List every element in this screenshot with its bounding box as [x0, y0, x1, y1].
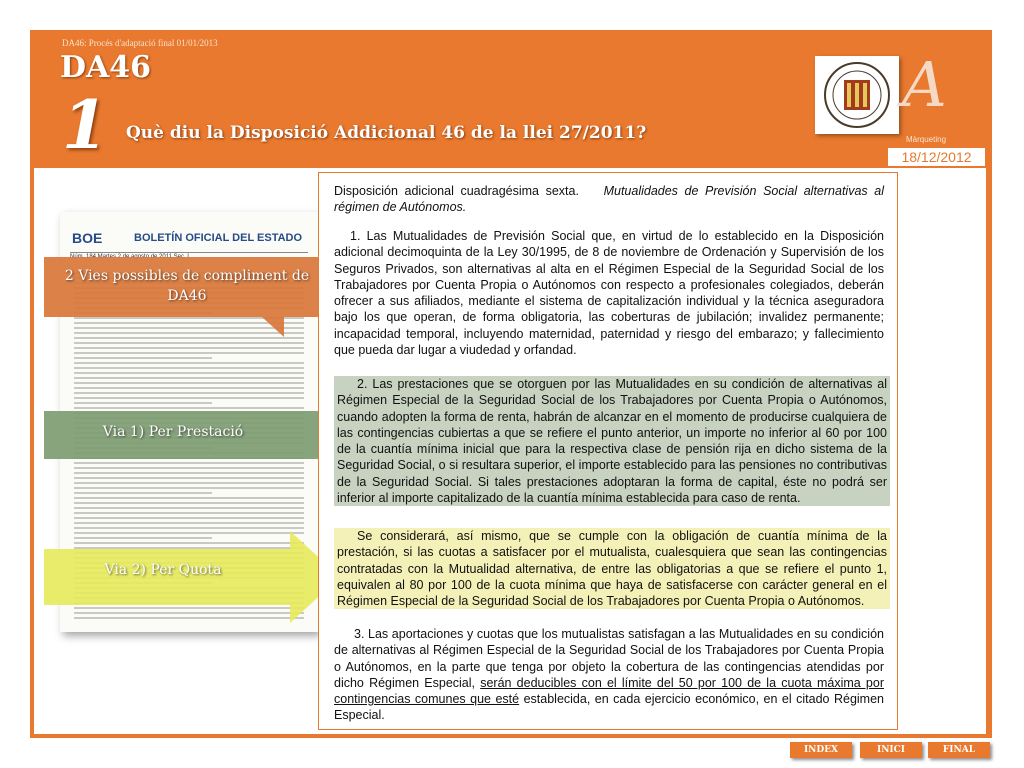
top-subtitle: DA46: Procés d'adaptació final 01/01/2013: [62, 38, 218, 48]
paragraph-1: 1. Las Mutualidades de Previsión Social que, en virtud de lo establecido en la Disposición adicional decimoquinta de la Ley 30/1995, de 8 de noviembre de Ordenación y Supervisión de los Seguros Privados, son alternativas al alta en el Régimen Especial de la Seguridad Social de los Trabajadores por Cuenta Propia o Autónomos con respecto a profesionales colegiados, deberán ofrecer a sus afiliados, mediante el sistema de capitalización individual y la técnica aseguradora bajo los que operan, de forma obligatoria, las coberturas de jubilación; invalidez permanente; incapacidad temporal, incluyendo maternidad, paternidad y riesgo del embarazo; y fallecimiento que pueda dar lugar a viudedad y orfandad.: [334, 229, 884, 358]
brand-title: DA46: [60, 50, 152, 85]
seal-icon: [815, 56, 899, 134]
law-title-subject: Mutualidades de Previsión Social alternativas al régimen de Autónomos.: [334, 184, 884, 215]
boe-name: BOLETÍN OFICIAL DEL ESTADO: [134, 232, 303, 244]
paragraph-4-underlined: serán deducibles con el límite del 50 por 100 de la cuota máxima por contingencias comunes que esté: [334, 675, 884, 707]
boe-logo: BOE: [72, 230, 103, 246]
paragraph-4: [334, 626, 884, 724]
paragraph-4-end: establecida, en cada ejercicio económico, en el citado Régimen Especial.: [334, 692, 885, 723]
page-title: Què diu la Disposició Addicional 46 de la llei 27/2011?: [126, 123, 647, 143]
via1-label: Via 1) Per Prestació: [102, 424, 244, 440]
law-title-label: Disposición adicional cuadragésima sexta.: [334, 184, 579, 198]
marketing-logo-label: Màrqueting: [906, 135, 947, 144]
index-button[interactable]: INDEX: [790, 742, 852, 758]
paragraph-2: 2. Las prestaciones que se otorguen por las Mutualidades en su condición de alternativas al Régimen Especial de la Seguridad Social de los Trabajadores por Cuenta Propia o Autónomos, cuando adopten la forma de renta, habrán de alcanzar en el momento de producirse cualquiera de las contingencias cubiertas a que se refiere el punto anterior, un importe no inferior al 60 por 100 de la cuantía mínima inicial que para la respectiva clase de pensión rija en dicho sistema de la Seguridad Social, o si resultara superior, el importe establecido para las pensiones no contributivas de la Seguridad Social. Si tales prestaciones adoptaran la forma de capital, éste no podrá ser inferior al importe capitalizado de la cuantía mínima establecida para caso de renta.: [334, 376, 890, 506]
final-button[interactable]: FINAL: [928, 742, 990, 758]
date-badge: 18/12/2012: [888, 148, 985, 166]
vies-label: 2 Vies possibles de compliment de DA46: [64, 268, 310, 304]
boe-header: [70, 226, 308, 253]
via2-label: Via 2) Per Quota: [104, 562, 222, 578]
law-title: [334, 183, 884, 216]
paragraph-3: Se considerará, así mismo, que se cumple con la obligación de cuantía mínima de la prestación, si las cuotas a satisfacer por el mutualista, cualesquiera que sean las contingencias contratadas con la Mutualidad alternativa, de entre las obligatorias a que se refiere el punto 1, equivalen al 80 por 100 de la cuota mínima que haya de satisfacerse con carácter general en el Régimen Especial de la Seguridad Social de los Trabajadores por Cuenta Propia o Autónomos.: [334, 528, 890, 609]
college-seal-logo: [815, 56, 899, 134]
paragraph-4-start: 3. Las aportaciones y cuotas que los mutualistas satisfagan a las Mutualidades en su condición de alternativas al Régimen Especial de la Seguridad Social de los Trabajadores por Cuenta Propia o Autónomos, en la parte que tenga por objeto la cobertura de las contingencias atendidas por dicho Régimen Especial,: [334, 627, 884, 690]
section-number: 1: [62, 86, 108, 164]
inici-button[interactable]: INICI: [860, 742, 922, 758]
marketing-logo: A: [902, 48, 947, 121]
